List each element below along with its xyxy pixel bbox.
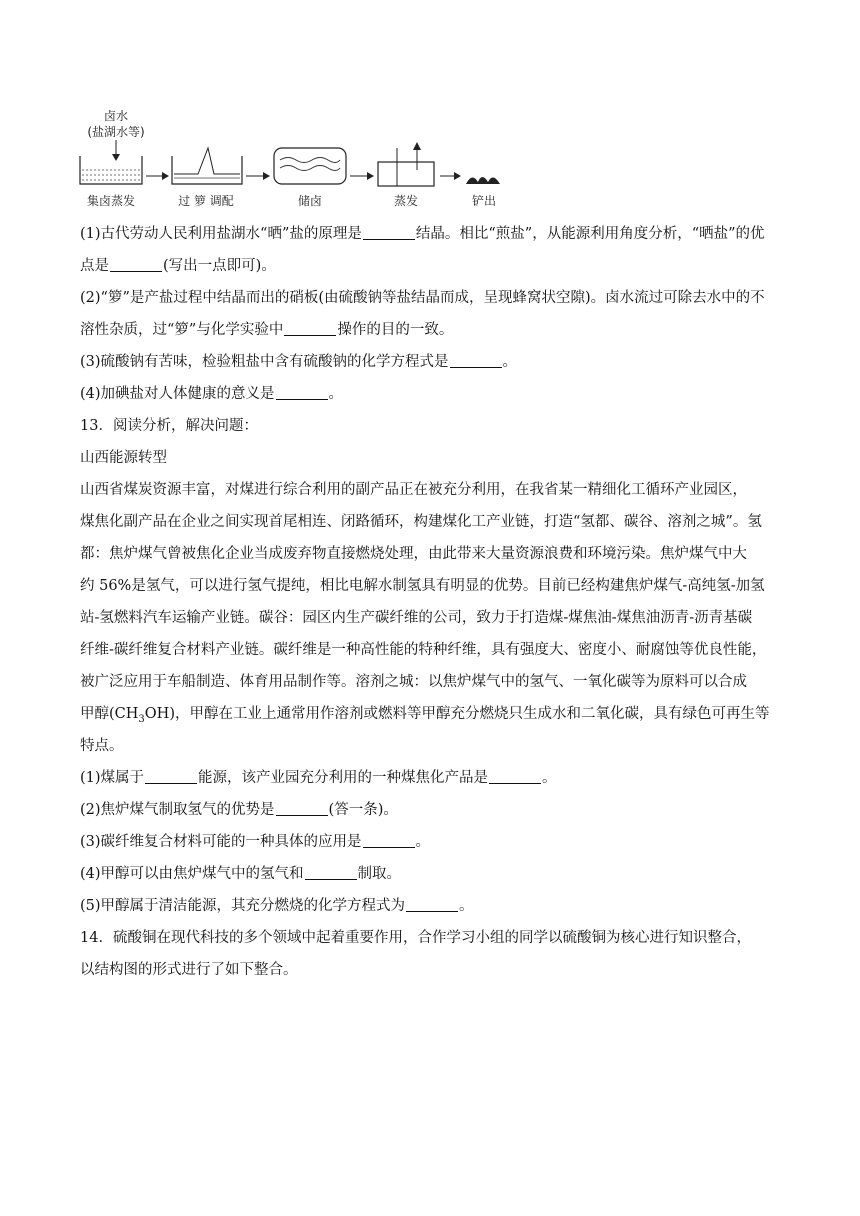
q14-line-1: 14．硫酸铜在现代科技的多个领域中起着重要作用，合作学习小组的同学以硫酸铜为核心进行知识整合， — [80, 930, 751, 946]
text: 。 — [542, 770, 557, 786]
storage-tank-icon — [274, 148, 346, 184]
text: 制取。 — [357, 866, 402, 882]
q12-part3 — [80, 346, 788, 378]
q13-para-end: 特点。 — [80, 738, 124, 754]
text: 操作的目的一致。 — [337, 322, 454, 338]
q13-para-line-5: 站-氢燃料汽车运输产业链。碳谷：园区内生产碳纤维的公司，致力于打造煤-煤焦油-煤焦油沥青-沥青基碳 — [80, 610, 753, 626]
answer-blank[interactable] — [305, 863, 357, 880]
q14-line-2: 以结构图的形式进行了如下整合。 — [80, 962, 298, 978]
text: 。 — [328, 386, 344, 402]
flow-arrow-2 — [263, 172, 270, 180]
q12-part4 — [80, 378, 788, 410]
text: 点是 — [80, 258, 109, 274]
text: 。 — [459, 898, 474, 914]
q13-sub1 — [80, 762, 788, 794]
flow-arrow-3 — [367, 172, 374, 180]
text: OH)，甲醇在工业上通常用作溶剂或燃料等甲醇充分燃烧只生成水和二氧化碳，具有绿色可再生等 — [144, 706, 770, 722]
answer-blank[interactable] — [489, 767, 541, 784]
filter-trough-icon — [172, 148, 242, 184]
answer-blank[interactable] — [110, 255, 162, 272]
answer-blank[interactable] — [276, 799, 328, 816]
q13-para-line-1: 山西省煤炭资源丰富，对煤进行综合利用的副产品正在被充分利用，在我省某一精细化工循环产业园区， — [80, 482, 747, 498]
text: 。 — [415, 834, 431, 850]
text: (1)古代劳动人民利用盐湖水“晒”盐的原理是 — [80, 226, 362, 242]
q13-para-line-7: 被广泛应用于车船制造、体育用品制作等。溶剂之城：以焦炉煤气中的氢气、一氧化碳等为原料可以合成 — [80, 674, 747, 690]
text: (4)甲醇可以由焦炉煤气中的氢气和 — [80, 866, 304, 882]
subscript: 3 — [138, 713, 145, 725]
q12-part1-line2 — [80, 250, 788, 282]
q13-sub2 — [80, 794, 788, 826]
text: (写出一点即可)。 — [163, 258, 276, 274]
q13-intro: 13．阅读分析，解决问题： — [80, 418, 258, 434]
text: (4)加碘盐对人体健康的意义是 — [80, 386, 275, 402]
q13-sub5 — [80, 890, 788, 922]
answer-blank[interactable] — [284, 319, 336, 336]
q13-para-line-4: 约 56%是氢气，可以进行氢气提纯，相比电解水制氢具有明显的优势。目前已经构建焦炉煤气-高纯氢-加氢 — [80, 578, 765, 594]
step-label-5: 铲出 — [471, 194, 497, 208]
step-label-2: 过 箩 调配 — [178, 194, 234, 208]
text: (1)煤属于 — [80, 770, 145, 786]
salt-pile-icon — [466, 177, 500, 184]
answer-blank[interactable] — [450, 351, 502, 368]
text: 溶性杂质，过“箩”与化学实验中 — [80, 322, 284, 338]
step-label-4: 蒸发 — [393, 194, 419, 208]
text: (3)碳纤维复合材料可能的一种具体的应用是 — [80, 834, 362, 850]
text: (2)焦炉煤气制取氢气的优势是 — [80, 802, 275, 818]
q13-para-line-8 — [80, 698, 788, 730]
q13-title: 山西能源转型 — [80, 450, 167, 466]
q13-sub4 — [80, 858, 788, 890]
flow-arrow-4 — [454, 172, 461, 180]
step-label-3: 储卤 — [297, 194, 323, 208]
answer-blank[interactable] — [406, 895, 458, 912]
process-flow-figure — [70, 104, 530, 214]
q13-para-line-2: 煤焦化副产品在企业之间实现首尾相连、闭路循环，构建煤化工产业链，打造“氢都、碳谷、溶剂之城”。氢 — [80, 514, 762, 530]
step-label-1: 集卤蒸发 — [86, 194, 136, 208]
answer-blank[interactable] — [363, 223, 415, 240]
flow-arrow-1 — [162, 172, 169, 180]
q12-part2-line1 — [80, 282, 788, 314]
text: 甲醇(CH — [80, 706, 139, 722]
source-arrowhead — [112, 154, 120, 161]
text: (5)甲醇属于清洁能源，其充分燃烧的化学方程式为 — [80, 898, 406, 914]
text: (答一条)。 — [328, 802, 398, 818]
salt-process-diagram — [70, 104, 530, 214]
text: (2)“箩”是产盐过程中结晶而出的硝板(由硫酸钠等盐结晶而成，呈现蜂窝状空隙)。卤水流过可除去水中的不 — [80, 290, 765, 306]
q13-para-line-3: 都：焦炉煤气曾被焦化企业当成废弃物直接燃烧处理，由此带来大量资源浪费和环境污染。焦炉煤气中大 — [80, 546, 747, 562]
question-content — [80, 218, 788, 986]
text: 结晶。相比“煎盐”，从能源利用角度分析，“晒盐”的优 — [415, 226, 765, 242]
evaporation-pool-icon — [80, 156, 142, 184]
q12-part1-line1 — [80, 218, 788, 250]
q13-sub3 — [80, 826, 788, 858]
source-label-lake: (盐湖水等) — [87, 125, 145, 139]
q13-para-line-6: 纤维-碳纤维复合材料产业链。碳纤维是一种高性能的特种纤维，具有强度大、密度小、耐腐蚀等优良性能， — [80, 642, 767, 658]
q12-part2-line2 — [80, 314, 788, 346]
text: 。 — [502, 354, 518, 370]
text: 能源，该产业园充分利用的一种煤焦化产品是 — [198, 770, 489, 786]
answer-blank[interactable] — [276, 383, 328, 400]
evaporation-box-icon — [378, 142, 434, 186]
answer-blank[interactable] — [145, 767, 197, 784]
source-label-brine: 卤水 — [103, 109, 129, 123]
text: (3)硫酸钠有苦味，检验粗盐中含有硫酸钠的化学方程式是 — [80, 354, 449, 370]
answer-blank[interactable] — [363, 831, 415, 848]
